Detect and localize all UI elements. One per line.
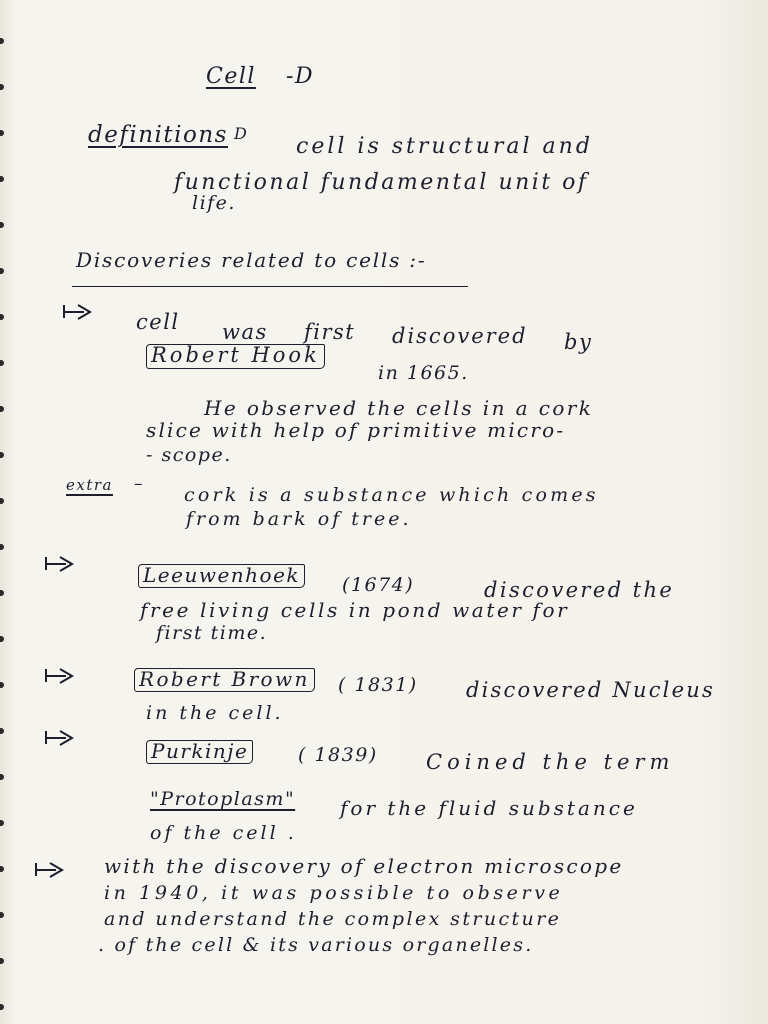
binding-hole — [0, 728, 4, 734]
discoveries-underline — [72, 286, 468, 287]
binding-hole — [0, 1004, 4, 1010]
extra-line-2: from bark of tree. — [186, 508, 412, 530]
binding-hole — [0, 912, 4, 918]
page-title: Cell — [206, 64, 256, 89]
brown-year: ( 1831) — [338, 674, 418, 696]
binding-hole — [0, 406, 4, 412]
purkinje-line-2: for the fluid substance — [340, 796, 638, 820]
electron-line-2: in 1940, it was possible to observe — [104, 882, 564, 904]
bullet-arrow-icon — [62, 302, 96, 322]
binding-hole — [0, 544, 4, 550]
hook-by-word: by — [564, 330, 593, 354]
hook-first-word: first — [304, 320, 356, 344]
bullet-arrow-icon — [44, 728, 78, 748]
purkinje-line-3: of the cell . — [150, 822, 297, 844]
hook-observation-line-3: - scope. — [146, 444, 232, 466]
definition-line-3: life. — [192, 192, 236, 214]
definition-arrow: D — [234, 124, 249, 143]
definition-line-2: functional fundamental unit of — [174, 170, 589, 195]
definition-line-1: cell is structural and — [296, 134, 593, 159]
binding-hole — [0, 498, 4, 504]
electron-line-3: and understand the complex structure — [104, 908, 562, 930]
binding-hole — [0, 866, 4, 872]
leeuwenhoek-line-1: discovered the — [484, 578, 675, 602]
discoveries-heading: Discoveries related to cells :- — [76, 248, 427, 272]
hook-discovered-word: discovered — [392, 324, 528, 348]
binding-hole — [0, 84, 4, 90]
title-arrow: -D — [286, 64, 315, 89]
bullet-arrow-icon — [44, 666, 78, 686]
leeuwenhoek-line-2: free living cells in pond water for — [140, 598, 570, 622]
binding-hole — [0, 590, 4, 596]
binding-hole — [0, 176, 4, 182]
binding-hole — [0, 268, 4, 274]
binding-hole — [0, 130, 4, 136]
binding-hole — [0, 636, 4, 642]
extra-label: extra — [66, 476, 113, 494]
electron-line-4: . of the cell & its various organelles. — [98, 934, 534, 956]
leeuwenhoek-year: (1674) — [342, 574, 415, 596]
extra-line-1: cork is a substance which comes — [184, 484, 599, 506]
protoplasm-term: "Protoplasm" — [150, 788, 296, 810]
brown-line-1: discovered Nucleus — [466, 678, 715, 702]
robert-hook-name: Robert Hook — [146, 344, 325, 369]
hook-observation-line-1: He observed the cells in a cork — [204, 396, 594, 420]
bullet-arrow-icon — [34, 860, 68, 880]
binding-hole — [0, 314, 4, 320]
hook-cell-word: cell — [136, 310, 180, 334]
leeuwenhoek-line-3: first time. — [156, 622, 268, 644]
binding-hole — [0, 682, 4, 688]
binding-hole — [0, 820, 4, 826]
leeuwenhoek-name: Leeuwenhoek — [138, 564, 305, 588]
hook-was-word: was — [222, 320, 268, 344]
bullet-arrow-icon — [44, 554, 78, 574]
electron-line-1: with the discovery of electron microscope — [104, 854, 624, 878]
robert-brown-name: Robert Brown — [134, 668, 315, 692]
binding-hole — [0, 38, 4, 44]
hook-year: in 1665. — [378, 362, 469, 384]
binding-hole — [0, 452, 4, 458]
purkinje-name: Purkinje — [146, 740, 253, 764]
purkinje-year: ( 1839) — [298, 744, 378, 766]
binding-hole — [0, 360, 4, 366]
binding-hole — [0, 774, 4, 780]
brown-line-2: in the cell. — [146, 702, 284, 724]
extra-dash: – — [134, 474, 144, 494]
hook-observation-line-2: slice with help of primitive micro- — [146, 418, 566, 442]
purkinje-line-1: Coined the term — [426, 750, 675, 774]
binding-hole — [0, 958, 4, 964]
binding-holes — [0, 0, 6, 1024]
binding-hole — [0, 222, 4, 228]
definition-heading: definitions — [88, 122, 228, 148]
